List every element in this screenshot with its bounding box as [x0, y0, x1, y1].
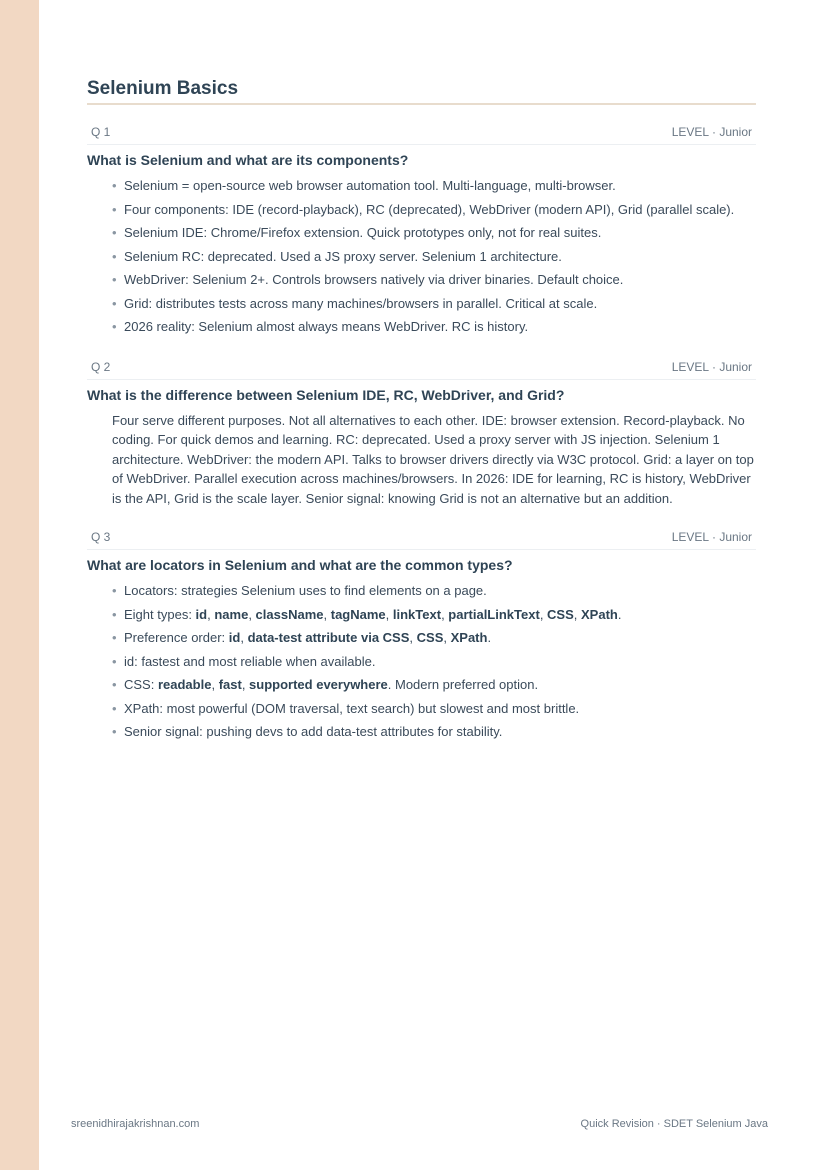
footer-website-link[interactable]: sreenidhirajakrishnan.com [71, 1118, 200, 1130]
bold-term: XPath [581, 606, 618, 622]
bullet-icon: • [112, 630, 117, 645]
bullet-text-rich: CSS: readable, fast, supported everywhere. Modern preferred option. [124, 677, 539, 692]
question-3 [87, 525, 756, 742]
bold-term: id [228, 630, 241, 645]
list-item [112, 699, 756, 719]
question-number: Q 2 [91, 359, 111, 374]
page-title: Selenium Basics [87, 78, 756, 105]
question-level: LEVEL · Junior [671, 125, 752, 139]
question-header [87, 120, 756, 145]
bold-term: XPath [450, 630, 488, 645]
page-content [87, 78, 756, 746]
list-item [112, 317, 756, 337]
question-number: Q 1 [91, 125, 111, 139]
bullet-icon: • [112, 653, 117, 669]
answer-bullets [87, 581, 756, 742]
bullet-text: Selenium IDE: Chrome/Firefox extension. Quick prototypes only, not for real suites. [124, 225, 602, 240]
question-2 [87, 355, 756, 509]
bullet-text: Selenium RC: deprecated. Used a JS proxy server. Selenium 1 architecture. [124, 248, 562, 264]
bold-term: CSS [547, 606, 574, 622]
bullet-text: Four components: IDE (record-playback), RC (deprecated), WebDriver (modern API), Grid (parallel scale). [124, 201, 735, 217]
list-item [112, 722, 756, 742]
bold-term: name [214, 606, 249, 622]
list-item [112, 223, 756, 243]
bullet-text: Locators: strategies Selenium uses to find elements on a page. [124, 583, 487, 598]
bold-term: supported everywhere [249, 677, 388, 692]
bold-term: id [195, 606, 208, 622]
question-level: LEVEL · Junior [671, 359, 752, 374]
bullet-icon: • [112, 225, 117, 240]
bold-term: partialLinkText [448, 606, 540, 622]
bullet-text-rich: Eight types: id, name, className, tagName, linkText, partialLinkText, CSS, XPath. [124, 606, 622, 622]
bold-term: data-test attribute via CSS [247, 630, 410, 645]
question-title: What is the difference between Selenium IDE, RC, WebDriver, and Grid? [87, 386, 565, 403]
bold-term: className [255, 606, 324, 622]
bullet-text: Selenium = open-source web browser automation tool. Multi-language, multi-browser. [124, 178, 616, 193]
bullet-text: Senior signal: pushing devs to add data-test attributes for stability. [124, 724, 503, 739]
bullet-icon: • [112, 272, 117, 287]
list-item [112, 176, 756, 196]
bullet-icon: • [112, 201, 117, 217]
list-item [112, 270, 756, 290]
bullet-icon: • [112, 248, 117, 264]
question-title: What is Selenium and what are its components? [87, 152, 409, 168]
question-header [87, 355, 756, 380]
bullet-text: id: fastest and most reliable when available. [124, 653, 376, 669]
bullet-icon: • [112, 724, 117, 739]
side-strip [0, 0, 39, 1170]
question-number: Q 3 [91, 530, 111, 544]
list-item [112, 247, 756, 267]
question-title: What are locators in Selenium and what are the common types? [87, 557, 513, 573]
list-item [112, 294, 756, 314]
bullet-icon: • [112, 295, 117, 311]
bullet-icon: • [112, 677, 117, 692]
bullet-icon: • [112, 700, 117, 716]
bold-term: fast [218, 677, 242, 692]
bold-term: readable [157, 677, 212, 692]
bullet-icon: • [112, 606, 117, 622]
question-1 [87, 120, 756, 337]
list-item [112, 628, 756, 648]
list-item [112, 605, 756, 625]
bold-term: linkText [392, 606, 442, 622]
list-item [112, 675, 756, 695]
bullet-text: XPath: most powerful (DOM traversal, text search) but slowest and most brittle. [124, 700, 580, 716]
question-header [87, 525, 756, 550]
list-item [112, 581, 756, 601]
bullet-text: WebDriver: Selenium 2+. Controls browsers natively via driver binaries. Default choice. [124, 272, 624, 287]
bullet-text-rich: Preference order: id, data-test attribute via CSS, CSS, XPath. [124, 630, 492, 645]
bold-term: CSS [416, 630, 444, 645]
bold-term: tagName [330, 606, 386, 622]
bullet-icon: • [112, 178, 117, 193]
list-item [112, 200, 756, 220]
bullet-icon: • [112, 583, 117, 598]
footer-caption: Quick Revision · SDET Selenium Java [580, 1118, 768, 1130]
page-footer [71, 1118, 768, 1130]
list-item [112, 652, 756, 672]
answer-paragraph: Four serve different purposes. Not all alternatives to each other. IDE: browser extension. Record-playback. No coding. For quick demos and learning. RC: deprecated. Used a proxy server with JS injection. Selenium 1 architecture. WebDriver: the modern API. Talks to browser drivers directly via W3C protocol. Grid: a layer on top of WebDriver. Parallel execution across machines/browsers. In 2026: IDE for learning, RC is history, WebDriver is the API, Grid is the scale layer. Senior signal: knowing Grid is not an alternative but an addition. [112, 412, 754, 506]
bullet-text: Grid: distributes tests across many machines/browsers in parallel. Critical at scale. [124, 295, 598, 311]
question-level: LEVEL · Junior [671, 530, 752, 544]
bullet-icon: • [112, 319, 117, 334]
answer-bullets [87, 176, 756, 337]
bullet-text: 2026 reality: Selenium almost always means WebDriver. RC is history. [124, 319, 529, 334]
